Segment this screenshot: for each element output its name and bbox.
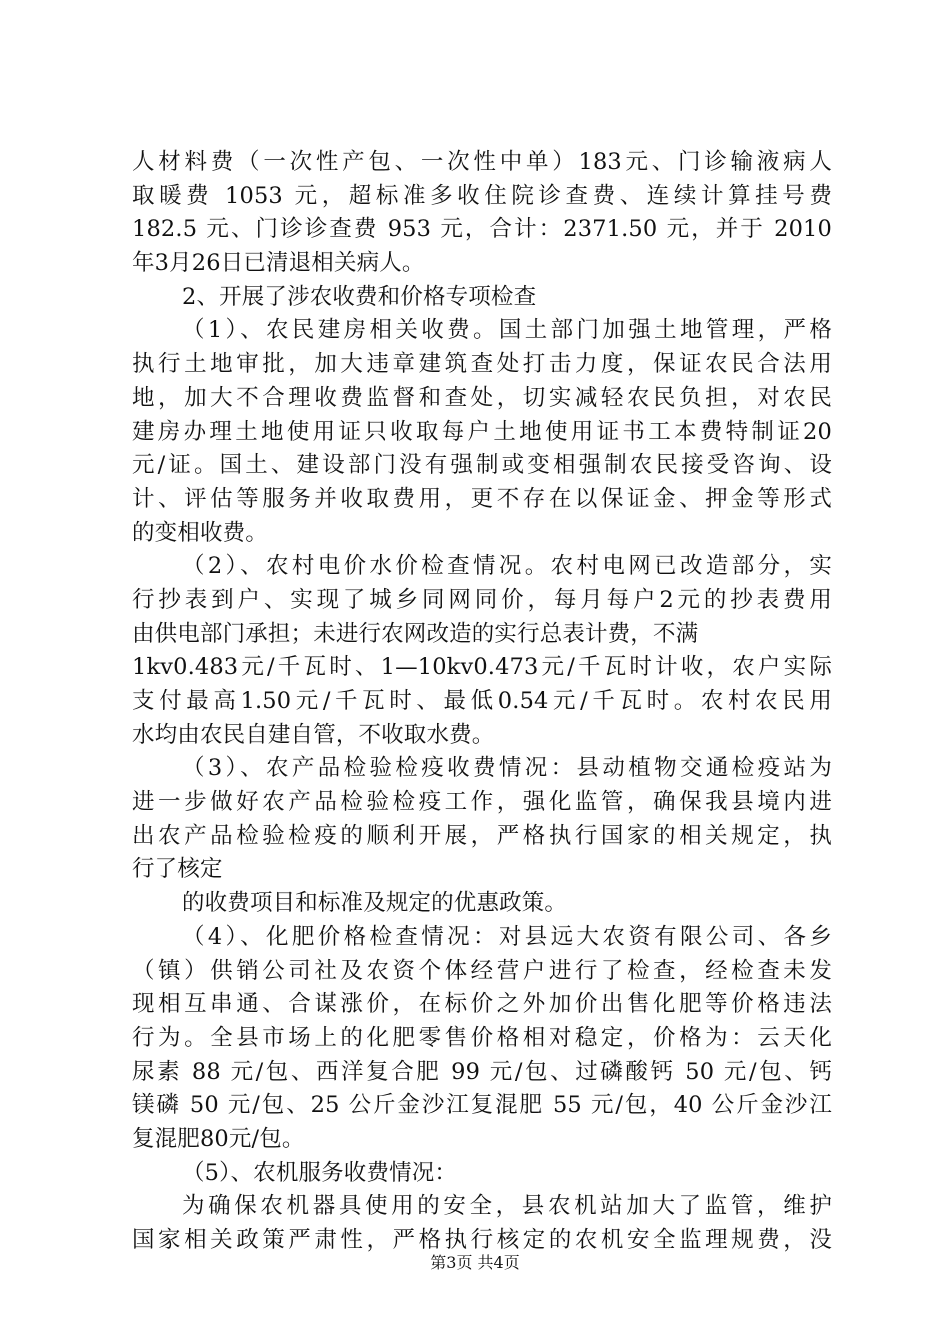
text-line: （镇）供销公司社及农资个体经营户进行了检查，经检查未发	[132, 957, 832, 984]
text-line: 1kv0.483元/千瓦时、1—10kv0.473元/千瓦时计收，农户实际	[132, 654, 832, 681]
text-line: （2）、农村电价水价检查情况。农村电网已改造部分，实	[182, 553, 832, 580]
text-line: 由供电部门承担；未进行农网改造的实行总表计费，不满	[132, 620, 699, 647]
text-line: （5）、农机服务收费情况：	[182, 1159, 458, 1186]
text-line: （3）、农产品检验检疫收费情况：县动植物交通检疫站为	[182, 755, 832, 782]
text-line: 182.5 元、门诊诊查费 953 元，合计：2371.50 元，并于 2010	[132, 216, 832, 243]
text-line: 水均由农民自建自管，不收取水费。	[132, 721, 495, 748]
text-line: 进一步做好农产品检验检疫工作，强化监管，确保我县境内进	[132, 789, 832, 816]
text-line: 尿素 88 元/包、西洋复合肥 99 元/包、过磷酸钙 50 元/包、钙	[132, 1058, 832, 1085]
text-line: 镁磷 50 元/包、25 公斤金沙江复混肥 55 元/包，40 公斤金沙江	[132, 1092, 832, 1119]
text-line: 执行土地审批，加大违章建筑查处打击力度，保证农民合法用	[132, 351, 832, 378]
text-line: 出农产品检验检疫的顺利开展，严格执行国家的相关规定，执	[132, 822, 832, 849]
text-line: 行为。全县市场上的化肥零售价格相对稳定，价格为：云天化	[132, 1024, 832, 1051]
text-line: 建房办理土地使用证只收取每户土地使用证书工本费特制证20	[132, 418, 832, 445]
text-line: 国家相关政策严肃性，严格执行核定的农机安全监理规费，没	[132, 1227, 832, 1253]
text-line: 的变相收费。	[132, 519, 268, 546]
text-line: 复混肥80元/包。	[132, 1125, 305, 1152]
text-line: 元/证。国土、建设部门没有强制或变相强制农民接受咨询、设	[132, 452, 832, 479]
text-line: 人材料费（一次性产包、一次性中单）183元、门诊输液病人	[132, 149, 832, 175]
text-line: （4）、化肥价格检查情况：对县远大农资有限公司、各乡	[182, 923, 832, 950]
text-line: 行抄表到户、实现了城乡同网同价，每月每户2元的抄表费用	[132, 586, 832, 613]
text-line: 取暖费 1053 元，超标准多收住院诊查费、连续计算挂号费	[132, 182, 832, 209]
text-line: 支付最高1.50元/千瓦时、最低0.54元/千瓦时。农村农民用	[132, 688, 832, 714]
text-line: 行了核定	[132, 856, 223, 883]
text-line: 现相互串通、合谋涨价，在标价之外加价出售化肥等价格违法	[132, 991, 832, 1018]
text-line: 地，加大不合理收费监督和查处，切实减轻农民负担，对农民	[132, 384, 832, 411]
document-body	[132, 146, 832, 1258]
page-number-footer: 第3页 共4页	[430, 1253, 520, 1272]
section-heading: 2、开展了涉农收费和价格专项检查	[182, 283, 537, 310]
text-line: 的收费项目和标准及规定的优惠政策。	[182, 890, 568, 917]
text-line: 年3月26日已清退相关病人。	[132, 250, 425, 277]
text-line: 计、评估等服务并收取费用，更不存在以保证金、押金等形式	[132, 485, 832, 512]
text-line: 为确保农机器具使用的安全，县农机站加大了监管，维护	[182, 1193, 832, 1220]
text-line: （1）、农民建房相关收费。国土部门加强土地管理，严格	[182, 317, 832, 344]
